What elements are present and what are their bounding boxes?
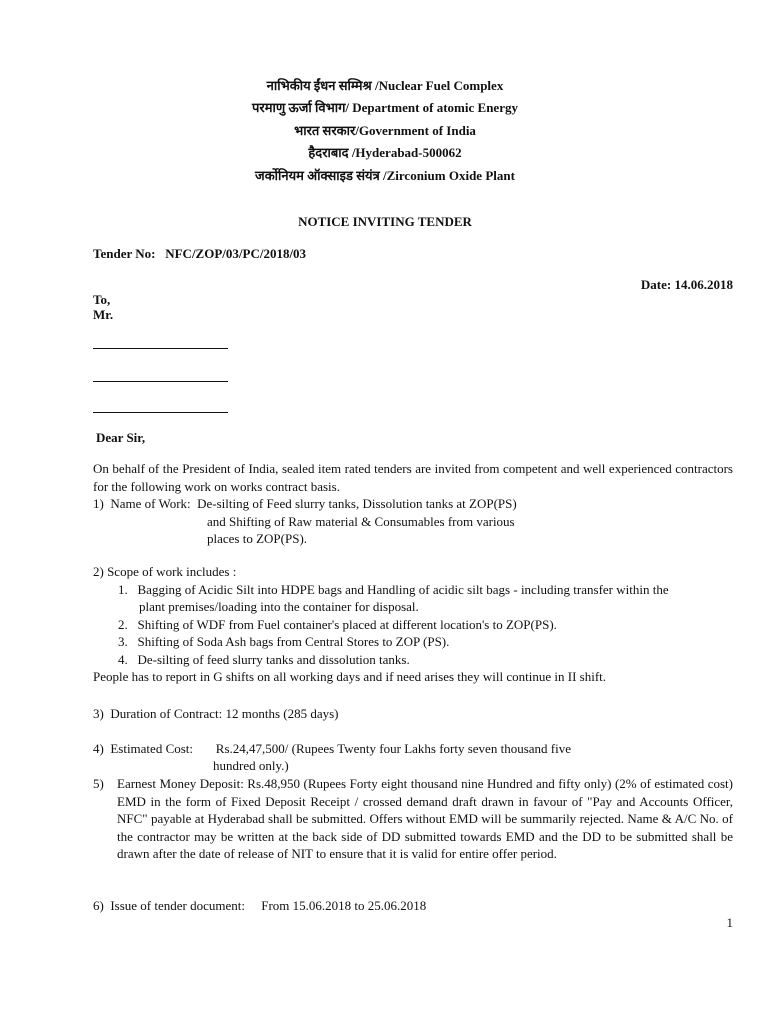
to-label: To, [93,292,111,307]
intro-paragraph: On behalf of the President of India, sealed item rated tenders are invited from competent and well experienced contractors for the following work on works contract basis. [93,461,733,494]
header-line-org: नाभिकीय ईंधन सम्मिश्र /Nuclear Fuel Complex [266,78,504,93]
header-line-plant: जर्कोनियम ऑक्साइड संयंत्र /Zirconium Oxide Plant [255,168,515,183]
item-issue-of-tender: 6) Issue of tender document: From 15.06.2018 to 25.06.2018 [93,898,427,913]
scope-item: 3. Shifting of Soda Ash bags from Central Stores to ZOP (PS). [118,634,450,649]
scope-item: 1. Bagging of Acidic Silt into HDPE bags and Handling of acidic silt bags - including transfer within the [118,582,669,597]
scope-item: 4. De-silting of feed slurry tanks and dissolution tanks. [118,652,410,667]
item-name-of-work-line2: and Shifting of Raw material & Consumables from various [207,514,515,529]
item-estimated-cost: 4) Estimated Cost: Rs.24,47,500/ (Rupees Twenty four Lakhs forty seven thousand five [93,741,571,756]
item-emd-number: 5) [93,776,104,791]
mr-label: Mr. [93,307,114,322]
item-emd-text: Earnest Money Deposit: Rs.48,950 (Rupees Forty eight thousand nine Hundred and fifty only) (2% of estimated cost) EMD in the form of Fixed Deposit Receipt / crossed demand draft drawn in favour of "Pay and Accounts Officer, NFC" payable at Hyderabad shall be submitted. Offers without EMD will be summarily rejected. Name & A/C No. of the contractor may be written at the back side of DD submitted towards EMD and the DD to be submitted shall be drawn after the date of release of NIT to ensure that it is valid for entire offer period. [117,776,733,861]
tender-date: Date: 14.06.2018 [640,277,733,292]
scope-item: 2. Shifting of WDF from Fuel container's placed at different location's to ZOP(PS). [118,617,557,632]
notice-title: NOTICE INVITING TENDER [298,214,472,229]
item-name-of-work: 1) Name of Work: De-silting of Feed slurry tanks, Dissolution tanks at ZOP(PS) [93,496,517,511]
header-line-government: भारत सरकार/Government of India [294,123,476,138]
address-blank-line [93,381,228,382]
header-line-department: परमाणु ऊर्जा विभाग/ Department of atomic Energy [252,100,518,115]
shift-note: People has to report in G shifts on all working days and if need arises they will continue in II shift. [93,669,607,684]
scope-item-continuation: plant premises/loading into the container for disposal. [139,599,419,614]
item-estimated-cost-line2: hundred only.) [213,758,289,773]
page-number: 1 [726,915,733,930]
address-blank-line [93,348,228,349]
tender-number: Tender No: NFC/ZOP/03/PC/2018/03 [93,246,307,261]
item-scope-of-work: 2) Scope of work includes : [93,564,237,579]
item-duration: 3) Duration of Contract: 12 months (285 days) [93,706,339,721]
header-line-city: हैदराबाद /Hyderabad-500062 [308,145,462,160]
salutation: Dear Sir, [96,430,146,445]
item-name-of-work-line3: places to ZOP(PS). [207,531,308,546]
address-blank-line [93,412,228,413]
